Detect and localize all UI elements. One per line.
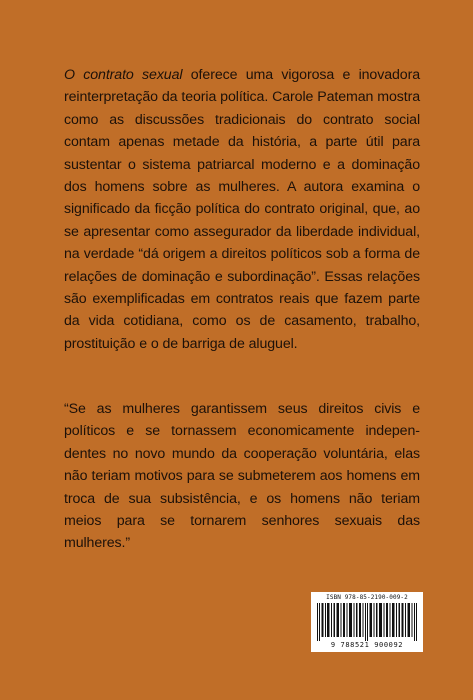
isbn-text: ISBN 978-85-2190-009-2 <box>326 594 408 601</box>
description-paragraph <box>64 64 420 355</box>
book-description <box>64 64 420 355</box>
book-title-italic: O contrato sexual <box>64 67 183 83</box>
barcode-bars-icon <box>317 603 417 641</box>
barcode-label <box>311 592 423 652</box>
barcode-digits: 9 788521 900092 <box>330 641 404 649</box>
pull-quote: “Se as mulheres garantissem seus direitos civis e políticos e se tornassem economicamente independentes no novo mundo da cooperação voluntária, elas não teriam motivos para se submeterem aos homens em troca de sua subsistência, e os homens não teriam meios para se tornarem senhores sexuais das mulheres.” <box>64 401 420 552</box>
description-body: oferece uma vigorosa e inovadora reinterpretação da teoria política. Carole Pateman mostra como as discussões tradicionais do contrato social contam apenas metade da história, a parte útil para sustentar o sistema patriarcal moderno e a dominação dos homens sobre as mulheres. A autora examina o significado da ficção política do contrato original, que, ao se apresentar como assegurador da liberdade individual, na verdade “dá origem a direitos políticos sob a forma de relações de dominação e subordinação”. Essas relações são exemplificadas em contratos reais que fazem parte da vida cotidiana, como os de casamento, trabalho, prostituição e o de barriga de aluguel. <box>64 67 420 352</box>
